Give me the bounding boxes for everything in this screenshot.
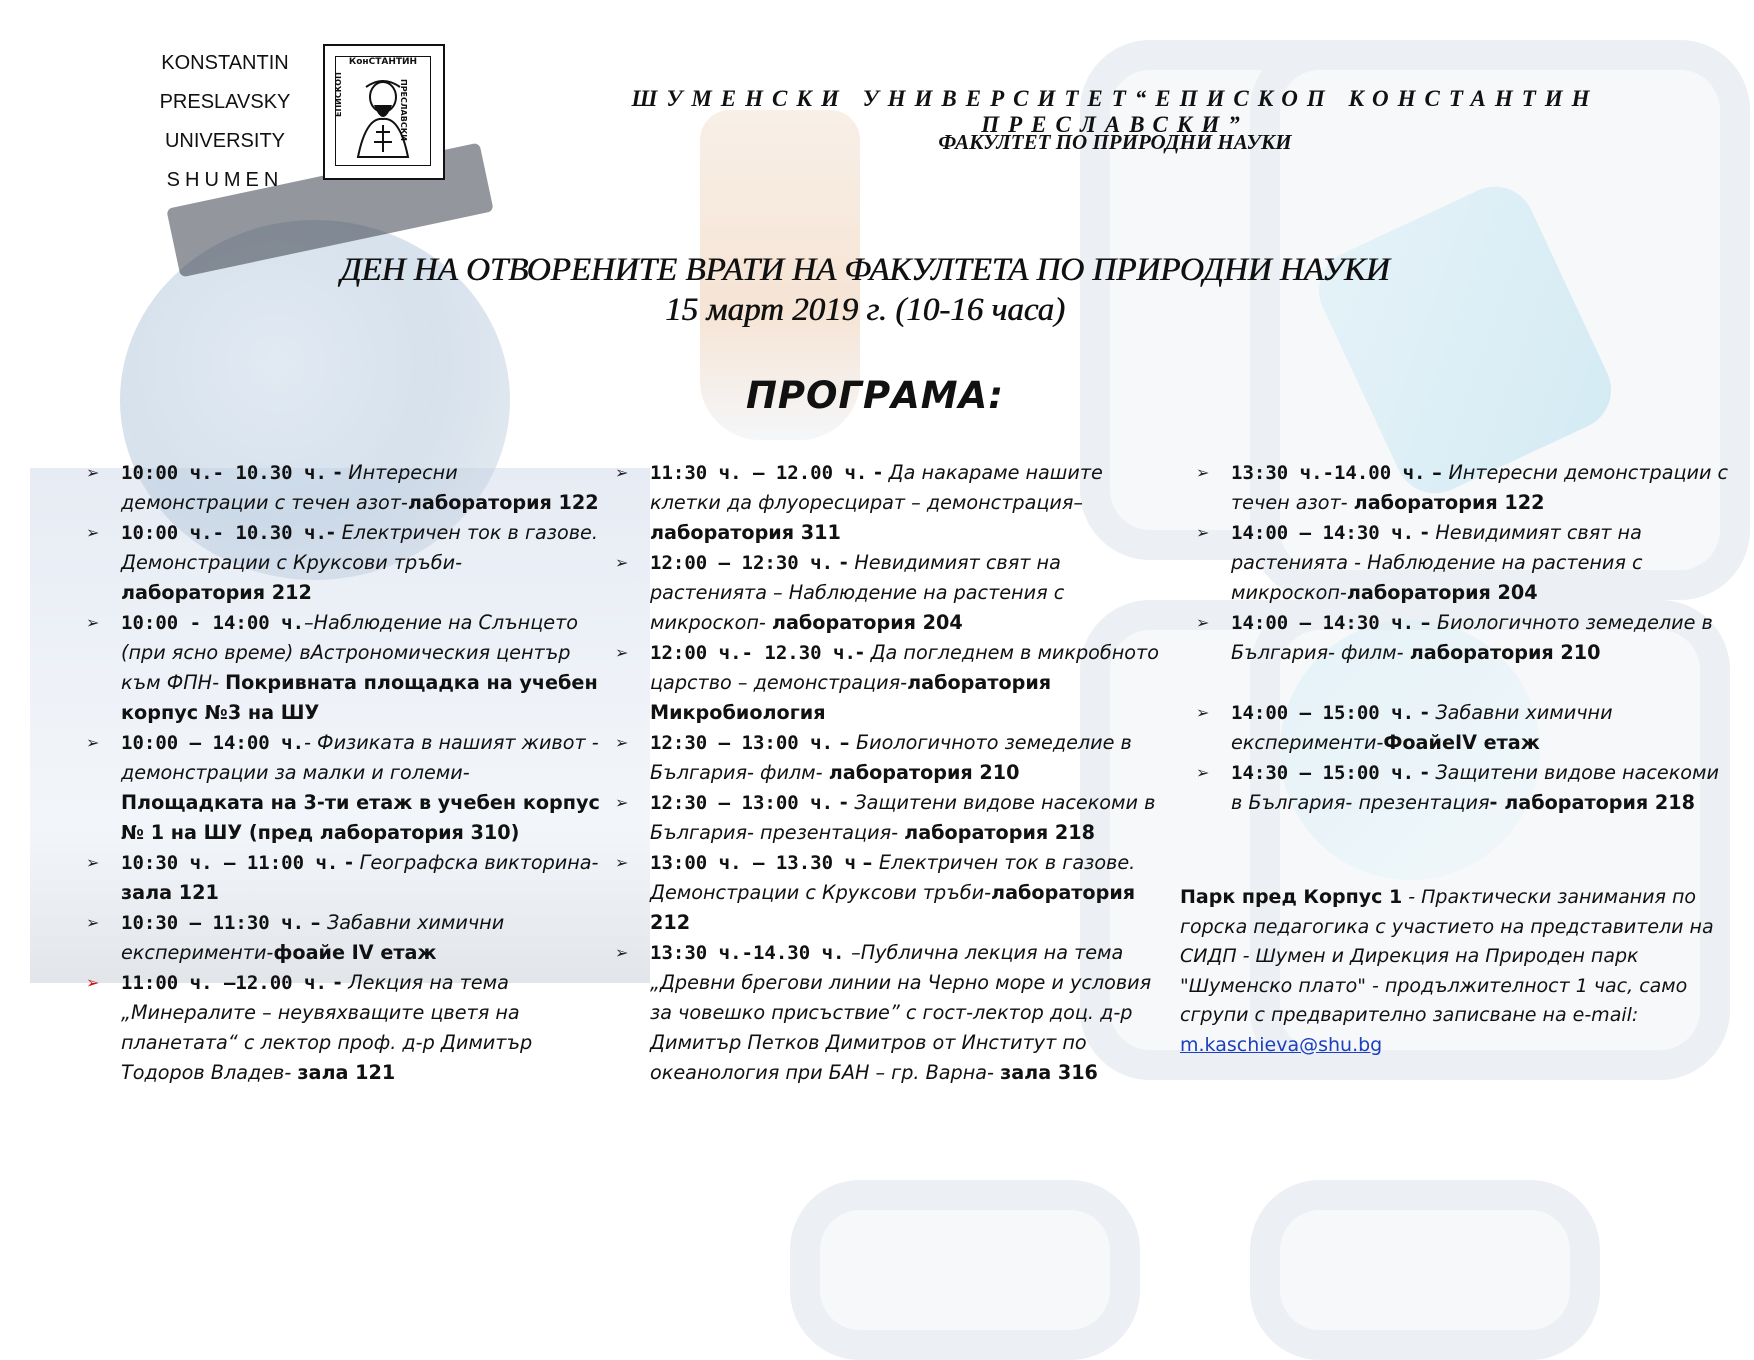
arrow-bullet-icon: ➢ [1196,613,1210,632]
schedule-time: 12:30 – 13:00 ч. [650,732,834,754]
schedule-time: 12:30 – 13:00 ч. [650,792,834,814]
schedule-description: Забавни химични експерименти- [121,911,505,964]
schedule-item [86,848,606,908]
schedule-description: Електричен ток в газове. Демонстрации с Круксови тръби- [650,851,1136,904]
schedule-separator: - [1414,761,1436,784]
schedule-location: лаборатория 204 [771,611,963,634]
schedule-item [1196,698,1736,758]
schedule-time: 13:30 ч.-14.30 ч. [650,942,845,964]
schedule-description: - Физиката в нашият живот - демонстрации за малки и големи- [121,731,599,784]
schedule-item [615,728,1175,788]
schedule-item [615,548,1175,638]
schedule-time: 14:00 – 14:30 ч. [1231,612,1415,634]
schedule-time: 13:30 ч.-14.00 ч. [1231,462,1426,484]
schedule-description: Лекция на тема „Минералите – неувяхващите цветя на планетата“ с лектор проф. д-р Димитър Тодоров Владев- [121,971,533,1084]
arrow-bullet-icon: ➢ [615,943,629,962]
schedule-separator: - [338,851,360,874]
schedule-location: лаборатория 311 [650,521,841,544]
schedule-item [86,518,606,608]
schedule-time: 11:00 ч. –12.00 ч. [121,972,327,994]
schedule-item [1196,758,1736,818]
schedule-location: Площадката на 3-ти етаж в учебен корпус № 1 на ШУ (пред лаборатория 310) [121,791,600,844]
schedule-description: Да накараме нашите клетки да флуоресцират – демонстрация– [650,461,1103,514]
arrow-bullet-icon: ➢ [86,463,100,482]
schedule-description: Биологичното земеделие в България- филм- [650,731,1132,784]
schedule-time: 12:00 – 12:30 ч. [650,552,834,574]
schedule-item [86,728,606,848]
schedule-description: Интересни демонстрации с течен азот- [121,461,458,514]
schedule-location: лаборатория 122 [407,491,599,514]
schedule-separator: – [1425,461,1449,484]
schedule-description: Интересни демонстрации с течен азот- [1231,461,1729,514]
page-title: ДЕН НА ОТВОРЕНИТЕ ВРАТИ НА ФАКУЛТЕТА ПО ПРИРОДНИ НАУКИ 15 март 2019 г. (10-16 часа) [340,252,1390,328]
schedule-time: 10:00 - 14:00 ч. [121,612,305,634]
background-tile [790,1180,1140,1360]
arrow-bullet-icon: ➢ [615,853,629,872]
email-link[interactable]: m.kaschieva@shu.bg [1180,1033,1383,1056]
arrow-bullet-icon: ➢ [615,793,629,812]
schedule-item [1196,608,1736,668]
arrow-bullet-icon: ➢ [1196,703,1210,722]
schedule-item [1196,458,1736,518]
schedule-separator: - [855,641,871,664]
english-university-name: KONSTANTIN PRESLAVSKY UNIVERSITY SHUMEN [159,52,291,191]
schedule-location: лаборатория Микробиология [650,671,1052,724]
schedule-column-3 [1196,458,1736,818]
schedule-description: Да погледнем в микробното царство – демонстрация- [650,641,1159,694]
arrow-bullet-icon: ➢ [86,523,100,542]
schedule-separator: – [855,851,879,874]
schedule-separator: - [867,461,889,484]
schedule-location: зала 316 [1000,1061,1098,1084]
schedule-time: 10:00 ч.- 10.30 ч. [121,462,327,484]
schedule-location: лаборатория 212 [650,881,1136,934]
arrow-bullet-icon: ➢ [615,553,629,572]
schedule-time: 10:30 ч. – 11:00 ч. [121,852,339,874]
schedule-location: зала 121 [121,881,219,904]
schedule-location: - лаборатория 218 [1489,791,1695,814]
schedule-description: Географска викторина- [359,851,599,874]
arrow-bullet-icon: ➢ [615,643,629,662]
schedule-separator: – [1414,611,1437,634]
schedule-item [86,908,606,968]
schedule-time: 11:30 ч. – 12.00 ч. [650,462,868,484]
schedule-time: 13:00 ч. – 13.30 ч [650,852,856,874]
schedule-location: лаборатория 204 [1346,581,1538,604]
arrow-bullet-icon: ➢ [86,853,100,872]
arrow-bullet-icon: ➢ [86,913,100,932]
arrow-bullet-icon: ➢ [1196,523,1210,542]
schedule-description: Забавни химични експерименти- [1231,701,1613,754]
schedule-column-1 [86,458,606,1088]
schedule-separator: – [833,731,856,754]
arrow-bullet-icon: ➢ [1196,763,1210,782]
schedule-time: 10:30 – 11:30 ч. [121,912,305,934]
schedule-separator: - [326,521,342,544]
schedule-time: 10:00 – 14:00 ч. [121,732,305,754]
schedule-item [615,638,1175,728]
schedule-description: Защитени видове насекоми в България- презентация- [650,791,1156,844]
schedule-separator: - [1414,521,1436,544]
schedule-location: лаборатория 210 [1409,641,1601,664]
faculty-name: ФАКУЛТЕТ ПО ПРИРОДНИ НАУКИ [938,130,1292,154]
schedule-column-2 [615,458,1175,1088]
schedule-item [615,938,1175,1088]
schedule-location: ФоайеIV етаж [1383,731,1540,754]
university-name-bg: ШУМЕНСКИ УНИВЕРСИТЕТ“ЕПИСКОП КОНСТАНТИН ПРЕСЛАВСКИ” [631,86,1599,137]
schedule-item [1196,518,1736,608]
arrow-bullet-icon: ➢ [86,733,100,752]
park-activity-note [1180,883,1720,1060]
schedule-description: Електричен ток в газове. Демонстрации с Круксови тръби- [121,521,598,574]
schedule-location: лаборатория 212 [121,581,312,604]
schedule-description: Защитени видове насекоми в България- презентация [1231,761,1719,814]
schedule-separator: - [326,461,349,484]
schedule-separator: - [833,551,855,574]
schedule-separator: - [833,791,855,814]
schedule-description: Невидимият свят на растенията – Наблюдение на растения с микроскоп- [650,551,1065,634]
schedule-description: Невидимият свят на растенията - Наблюдение на растения с микроскоп- [1231,521,1643,604]
schedule-location: Покривната площадка на учебен корпус №3 на ШУ [121,671,598,724]
schedule-time: 14:00 – 15:00 ч. [1231,702,1415,724]
arrow-bullet-icon: ➢ [86,613,100,632]
schedule-item [615,848,1175,938]
program-heading: ПРОГРАМА: [745,374,1005,417]
university-seal-logo: КонСТАНТИН ЕПИСКОП ПРЕСЛАВСКИ [323,44,445,180]
schedule-item [615,458,1175,548]
spacer [1196,668,1736,698]
schedule-separator: - [1414,701,1436,724]
schedule-item [615,788,1175,848]
schedule-description: –Публична лекция на тема „Древни брегови линии на Черно море и условия за човешко присъствие” с гост-лектор доц. д-р Димитър Петков Димитров от Институт по океанология при БАН – гр. Варна- [650,941,1152,1084]
schedule-time: 14:30 – 15:00 ч. [1231,762,1415,784]
schedule-description: –Наблюдение на Слънцето (при ясно време) вАстрономическия център към ФПН- [121,611,578,694]
schedule-item [86,608,606,728]
arrow-bullet-icon: ➢ [86,973,100,992]
schedule-separator: - [326,971,349,994]
schedule-time: 14:00 – 14:30 ч. [1231,522,1415,544]
schedule-item [86,458,606,518]
arrow-bullet-icon: ➢ [615,733,629,752]
schedule-location: зала 121 [297,1061,396,1084]
park-title: Парк пред Корпус 1 [1180,886,1403,908]
schedule-location: лаборатория 210 [828,761,1020,784]
schedule-location: лаборатория 122 [1353,491,1545,514]
schedule-separator: – [304,911,327,934]
arrow-bullet-icon: ➢ [1196,463,1210,482]
schedule-location: фоайе IV етаж [273,941,437,964]
saint-portrait-icon [336,57,430,165]
arrow-bullet-icon: ➢ [615,463,629,482]
schedule-item [86,968,606,1088]
schedule-time: 10:00 ч.- 10.30 ч. [121,522,327,544]
schedule-location: лаборатория 218 [904,821,1095,844]
background-tile [1250,1180,1600,1360]
schedule-description: Биологичното земеделие в България- филм- [1231,611,1713,664]
schedule-time: 12:00 ч.- 12.30 ч. [650,642,856,664]
park-text: - Практически занимания по горска педагогика с участието на представители на СИДП - Шумен и Дирекция на Природен парк "Шуменско плато" - продължителност 1 час, само сгрупи с предварително записване на е-mail: [1180,886,1714,1026]
